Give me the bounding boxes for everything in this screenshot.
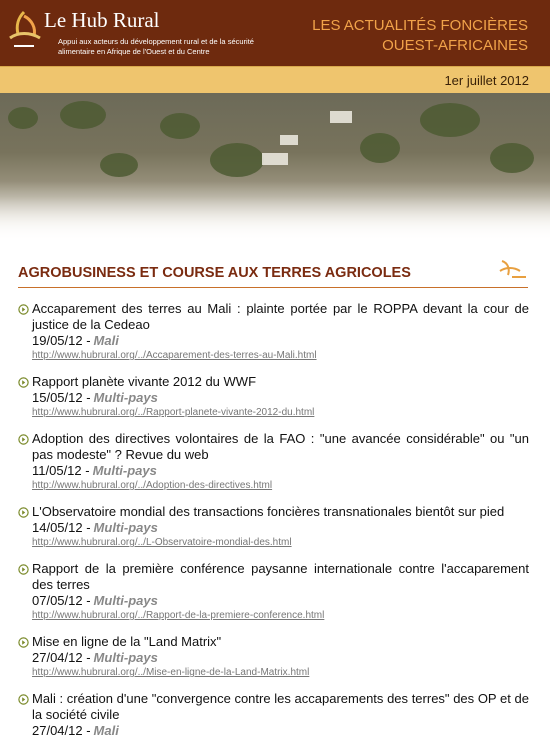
list-item	[18, 374, 529, 420]
photo-tree	[100, 153, 138, 177]
article-title[interactable]: Adoption des directives volontaires de la FAO : "une avancée considérable" ou "un pas modeste" ? Revue du web	[32, 431, 529, 462]
article-meta	[32, 333, 529, 349]
article-region: Multi-pays	[93, 650, 158, 665]
list-item	[18, 504, 529, 550]
article-meta	[32, 520, 529, 536]
newsletter-title-line1: LES ACTUALITÉS FONCIÈRES	[312, 17, 528, 34]
photo-tree	[160, 113, 200, 139]
article-region: Multi-pays	[93, 390, 158, 405]
article-date: 07/05/12 -	[32, 593, 91, 608]
circle-arrow-icon	[18, 694, 29, 705]
article-date: 27/04/12 -	[32, 723, 91, 738]
photo-tree	[210, 143, 264, 177]
issue-date: 1er juillet 2012	[444, 73, 529, 88]
header-banner	[0, 0, 550, 66]
photo-tree	[420, 103, 480, 137]
article-meta	[32, 390, 529, 406]
list-item	[18, 561, 529, 623]
circle-arrow-icon	[18, 564, 29, 575]
section-header	[18, 261, 528, 288]
article-list	[18, 301, 529, 750]
list-item	[18, 691, 529, 739]
article-region: Multi-pays	[92, 463, 157, 478]
date-band	[0, 66, 550, 93]
circle-arrow-icon	[18, 377, 29, 388]
newsletter-title-line2: OUEST-AFRICAINES	[382, 37, 528, 54]
article-region: Mali	[93, 333, 119, 348]
circle-arrow-icon	[18, 507, 29, 518]
article-date: 15/05/12 -	[32, 390, 91, 405]
article-link[interactable]: http://www.hubrural.org/../Rapport-planete-vivante-2012-du.html	[32, 407, 315, 418]
photo-roof	[262, 153, 288, 165]
article-region: Multi-pays	[93, 520, 158, 535]
article-title[interactable]: Rapport de la première conférence paysanne internationale contre l'accaparement des terres	[32, 561, 529, 592]
brand-name: Le Hub Rural	[44, 8, 160, 32]
photo-tree	[490, 143, 534, 173]
article-region: Multi-pays	[93, 593, 158, 608]
article-meta	[32, 593, 529, 609]
article-title[interactable]: L'Observatoire mondial des transactions foncières transnationales bientôt sur pied	[32, 504, 505, 519]
leaf-ornament-icon	[494, 255, 528, 281]
circle-arrow-icon	[18, 434, 29, 445]
article-link[interactable]: http://www.hubrural.org/../Rapport-de-la-premiere-conference.html	[32, 610, 325, 621]
circle-arrow-icon	[18, 304, 29, 315]
article-meta	[32, 650, 529, 666]
article-meta	[32, 723, 529, 739]
article-meta	[32, 463, 529, 479]
photo-roof	[280, 135, 298, 145]
photo-roof	[330, 111, 352, 123]
article-link[interactable]: http://www.hubrural.org/../Mise-en-ligne-de-la-Land-Matrix.html	[32, 667, 310, 678]
article-date: 11/05/12 -	[32, 463, 90, 478]
photo-tree	[60, 101, 106, 129]
list-item	[18, 634, 529, 680]
article-link[interactable]: http://www.hubrural.org/../L-Observatoire-mondial-des.html	[32, 537, 292, 548]
circle-arrow-icon	[18, 637, 29, 648]
section-title: AGROBUSINESS ET COURSE AUX TERRES AGRICOLES	[18, 265, 411, 281]
article-date: 14/05/12 -	[32, 520, 91, 535]
article-date: 27/04/12 -	[32, 650, 91, 665]
article-title[interactable]: Mise en ligne de la "Land Matrix"	[32, 634, 222, 649]
newsletter-title	[312, 16, 528, 56]
hub-rural-logo-icon	[4, 8, 44, 54]
brand-tagline: Appui aux acteurs du développement rural et de la sécurité alimentaire en Afrique de l'Ouest et du Centre	[58, 37, 254, 56]
aerial-photo-banner	[0, 93, 550, 241]
photo-fade	[0, 181, 550, 241]
photo-tree	[8, 107, 38, 129]
article-title[interactable]: Rapport planète vivante 2012 du WWF	[32, 374, 257, 389]
list-item	[18, 301, 529, 363]
photo-tree	[360, 133, 400, 163]
article-link[interactable]: http://www.hubrural.org/../Accaparement-des-terres-au-Mali.html	[32, 350, 317, 361]
article-title[interactable]: Mali : création d'une "convergence contre les accaparements des terres" des OP et de la société civile	[32, 691, 529, 722]
list-item	[18, 431, 529, 493]
article-title[interactable]: Accaparement des terres au Mali : plainte portée par le ROPPA devant la cour de justice de la Cedeao	[32, 301, 529, 332]
article-region: Mali	[93, 723, 119, 738]
article-link[interactable]: http://www.hubrural.org/../Adoption-des-directives.html	[32, 480, 273, 491]
article-date: 19/05/12 -	[32, 333, 91, 348]
